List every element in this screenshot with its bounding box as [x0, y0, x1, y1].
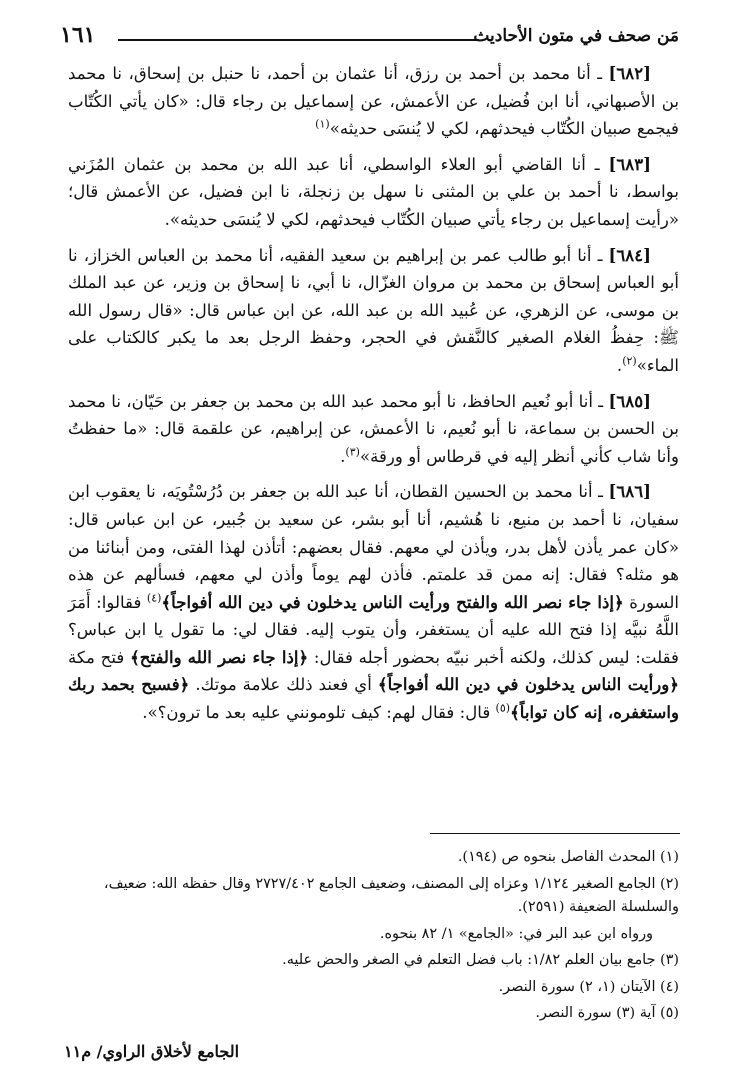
hadith-text: فقالوا: أَمَرَ اللَّهُ نبيَّه إذا فتح الله عليه أن يستغفر، وأن يتوب إليه. فقال لي: ما تقول يا ابن عباس؟ فقلت: ليس كذلك، ولكنه أخبر نبيّه بحضور أجله فقال: — [68, 592, 679, 667]
footnote-2-continuation: ورواه ابن عبد البر في: «الجامع» ١/ ٨٢ بنحوه. — [379, 925, 653, 942]
footnote-4: (٤) الآيتان (١، ٢) سورة النصر. — [498, 978, 679, 995]
footnote-ref: (١) — [315, 117, 330, 131]
page-number: ١٦١ — [60, 22, 96, 48]
hadith-number: [٦٨٥] — [608, 390, 651, 411]
quran-quote: ﴿ورأيت الناس يدخلون في دين الله أفواجاً﴾ — [377, 674, 680, 695]
sentence-end: . — [340, 446, 346, 466]
hadith-685 — [68, 388, 679, 471]
footnote-ref: (٣) — [345, 445, 360, 459]
footnote-separator — [430, 833, 680, 834]
footnote-2: (٢) الجامع الصغير ١/١٢٤ وعزاه إلى المصنف، وضعيف الجامع ٢٧٢٧/٤٠٢ وقال حفظه الله: ضعيف، والسلسلة الضعيفة (٢٥٩١). — [103, 875, 679, 915]
footnote-ref: (٥) — [495, 701, 511, 715]
hadith-number: [٦٨٤] — [608, 244, 651, 265]
sentence-end: . — [616, 355, 623, 375]
quran-quote: ﴿إذا جاء نصر الله والفتح﴾ — [130, 646, 309, 667]
hadith-text: فتح مكة — [68, 647, 131, 667]
hadith-text: ـ أنا أبو نُعيم الحافظ، نا أبو محمد عبد الله بن محمد بن جعفر بن حَيّان، نا محمد بن الحسن بن سماعة، نا أبو نُعيم، نا الأعمش، عن إبراهيم، عن علقمة قال: «ما حفظتُ وأنا شاب كأني أنظر إليه في قرطاس أو ورقة» — [68, 391, 679, 466]
quran-quote: ﴿إذا جاء نصر الله والفتح ورأيت الناس يدخلون في دين الله أفواجاً﴾ — [161, 591, 624, 612]
footnote-5: (٥) آية (٣) سورة النصر. — [535, 1005, 679, 1021]
footnotes — [68, 846, 679, 1029]
hadith-684 — [68, 242, 679, 380]
main-text — [68, 60, 679, 735]
hadith-text: ـ أنا محمد بن الحسين القطان، أنا عبد الله بن جعفر بن دُرُسْتُويَه، نا يعقوب ابن سفيان، نا أحمد بن منيع، نا هُشيم، أنا أبو بشر، عن سعيد بن جُبير، عن ابن عباس قال: «كان عمر يأذن لأهل بدر، ويأذن لي معهم. فقال بعضهم: أتأذن لهذا الفتى، ومن أبنائنا من هو مثله؟ فقال: إنه ممن قد علمتم. فأذن لهم يوماً وأذن لي معهم، فسألهم عن هذه السورة — [68, 482, 679, 612]
hadith-number: [٦٨٢] — [608, 63, 651, 83]
hadith-text: قال: فقال لهم: كيف تلومونني عليه بعد ما ترون؟». — [142, 703, 496, 723]
running-title: مَن صحف في متون الأحاديث — [473, 26, 679, 46]
hadith-text: ـ أنا محمد بن أحمد بن رزق، أنا عثمان بن أحمد، نا حنبل بن إسحاق، نا محمد بن الأصبهاني، أنا ابن فُضيل، عن الأعمش، عن إسماعيل بن رجاء قال: «كان يأتي الكُتّاب فيجمع صبيان الكُتّاب فيحدثهم، لكي لا يُنسَى حديثه» — [68, 64, 679, 139]
hadith-682 — [68, 60, 679, 143]
hadith-686 — [68, 478, 679, 726]
hadith-text: ـ أنا أبو طالب عمر بن إبراهيم بن سعيد الفقيه، أنا محمد بن العباس الخزاز، نا أبو العباس إسحاق بن محمد بن مروان الغزّال، نا أبي، نا إسحاق بن وزير، عن عبد الملك بن موسى، عن الزهري، عن عُبيد الله بن عبد الله، عن ابن عباس قال: «قال رسول الله ﷺ: حِفظُ الغلام الصغير كالنَّقش في الحجر، وحفظ الرجل بعد ما يكبر كالكتاب على الماء» — [68, 245, 679, 375]
hadith-text: ـ أنا القاضي أبو العلاء الواسطي، أنا عبد الله بن محمد بن عثمان المُزَني بواسط، نا أحمد بن علي بن المثنى نا سهل بن زنجلة، نا ابن فضيل، عن الأعمش قال؛ «رأيت إسماعيل بن رجاء يأتي صبيان الكُتّاب فيحدثهم، لكي لا يُنسَى حديثه». — [68, 154, 679, 229]
hadith-number: [٦٨٦] — [608, 481, 651, 502]
page-header — [60, 22, 679, 52]
header-rule — [118, 39, 479, 41]
hadith-number: [٦٨٣] — [608, 153, 651, 174]
hadith-683 — [68, 151, 679, 234]
footnote-ref: (٢) — [622, 354, 637, 368]
hadith-text: أي فعند ذلك علامة موتك. — [189, 675, 378, 695]
footnote-ref: (٤) — [146, 591, 162, 605]
footnote-3: (٣) جامع بيان العلم ١/٨٢: باب فضل التعلم في الصغر والحض عليه. — [282, 952, 679, 968]
footnote-1: (١) المحدث الفاصل بنحوه ص (١٩٤). — [457, 849, 679, 865]
signature-mark: الجامع لأخلاق الراوي/ م١١ — [64, 1042, 240, 1061]
quran-quote: ﴿فسبح بحمد ربك واستغفره، إنه كان تواباً﴾ — [68, 674, 679, 723]
